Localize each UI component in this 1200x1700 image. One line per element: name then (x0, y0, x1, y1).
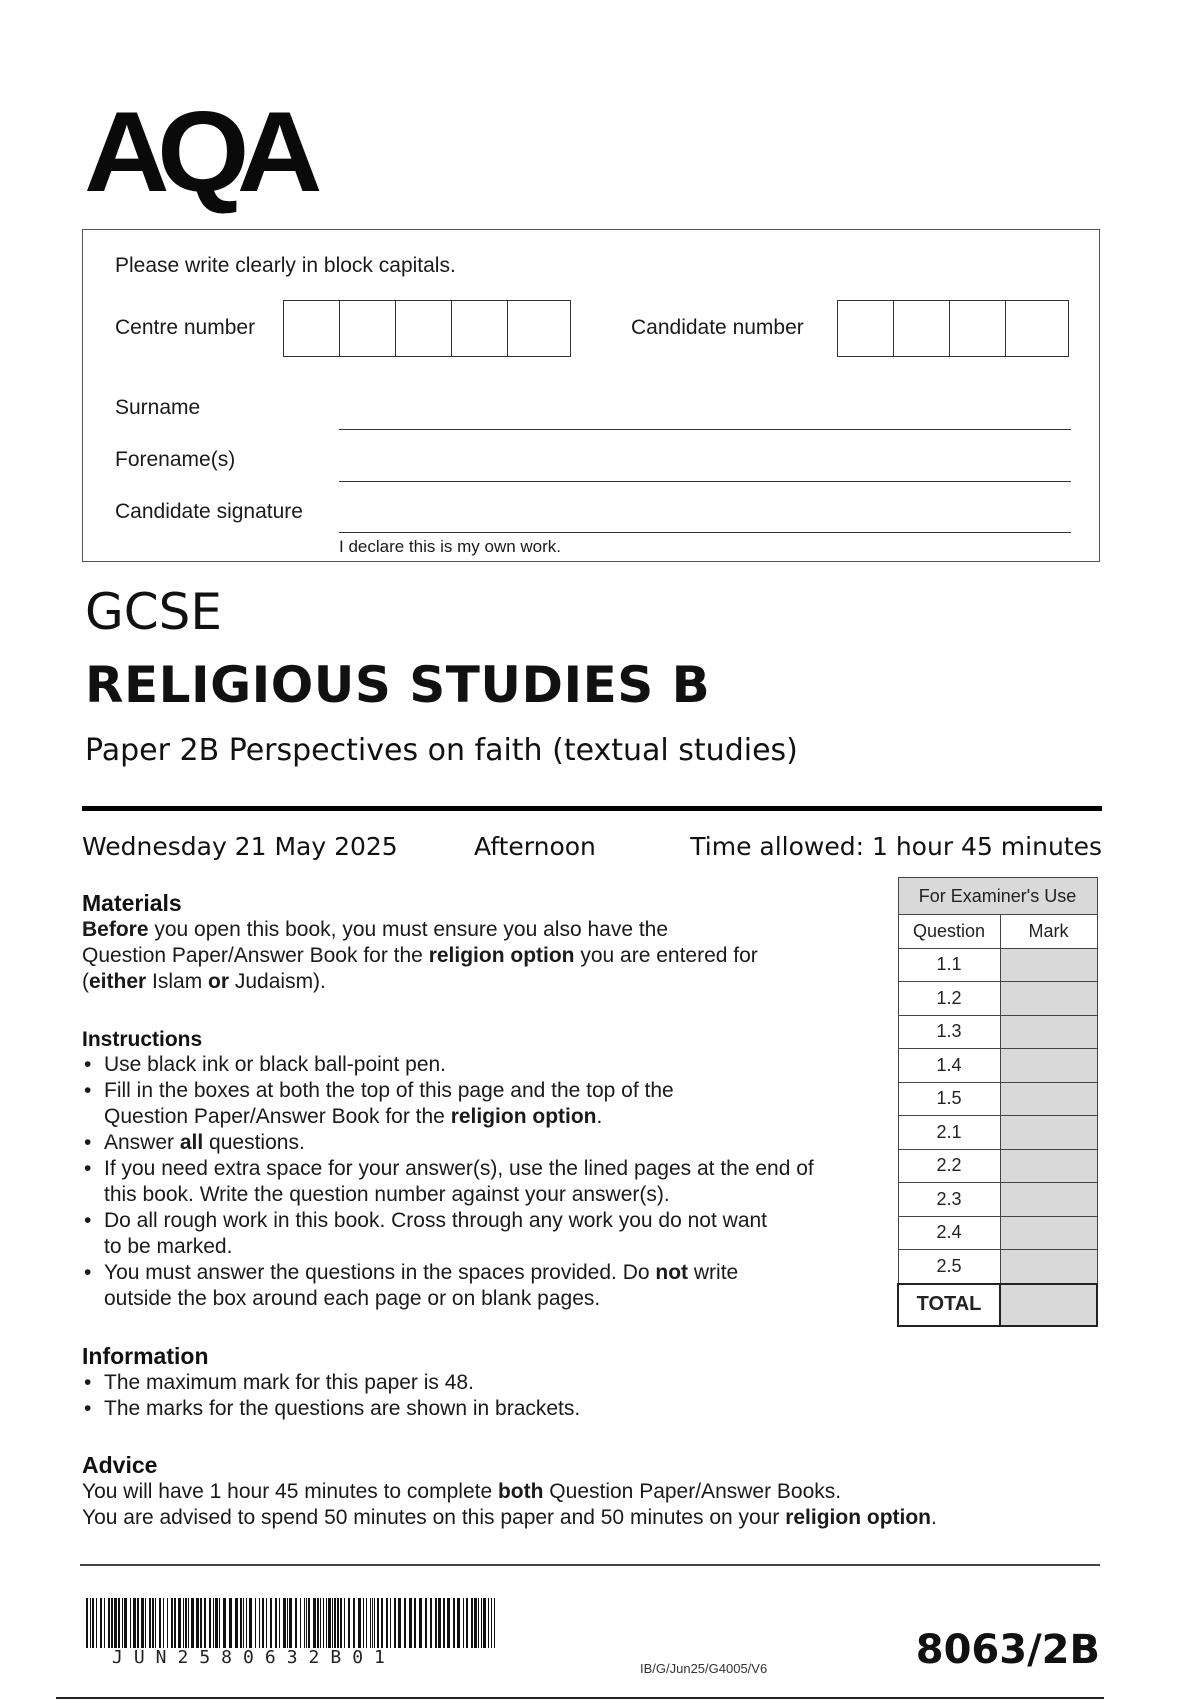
question-number: 1.5 (898, 1082, 1000, 1116)
barcode-bar (92, 1598, 94, 1648)
barcode-bar (270, 1598, 272, 1648)
mark-cell[interactable] (1000, 1183, 1097, 1217)
barcode-bar (491, 1598, 492, 1648)
barcode-bar (320, 1598, 321, 1648)
footer-divider (80, 1564, 1100, 1566)
barcode-bar (235, 1598, 238, 1648)
barcode-bar (488, 1598, 489, 1648)
barcode-bar (381, 1598, 383, 1648)
barcode-bar (306, 1598, 307, 1648)
forenames-label: Forename(s) (115, 448, 236, 471)
barcode-bar (466, 1598, 468, 1648)
instruction-item: • You must answer the questions in the spaces provided. Do not write outside the box around each page or on blank pages. (82, 1260, 882, 1312)
mark-cell[interactable] (1000, 1082, 1097, 1116)
qualification-title: GCSE (85, 583, 222, 641)
barcode-bar (363, 1598, 364, 1648)
barcode-bar (279, 1598, 280, 1648)
question-number: 2.4 (898, 1216, 1000, 1250)
barcode-bar (159, 1598, 161, 1648)
barcode-bar (430, 1598, 432, 1648)
information-item: • The maximum mark for this paper is 48. (82, 1370, 862, 1396)
mark-cell[interactable] (1000, 1250, 1097, 1284)
barcode-bar (295, 1598, 297, 1648)
exam-date: Wednesday 21 May 2025 (82, 832, 398, 861)
barcode-bar (386, 1598, 388, 1648)
barcode-bar (374, 1598, 375, 1648)
advice-line-1: You will have 1 hour 45 minutes to complete both Question Paper/Answer Books. (82, 1480, 842, 1503)
barcode-bar (377, 1598, 379, 1648)
question-column-header: Question (898, 915, 1000, 949)
mark-cell[interactable] (1000, 1149, 1097, 1183)
barcode-bar (196, 1598, 199, 1648)
barcode-bar (111, 1598, 113, 1648)
barcode-text: JUN2580632B01 (112, 1647, 396, 1668)
materials-heading: Materials (82, 890, 182, 916)
barcode-bar (344, 1598, 345, 1648)
candidate-number-label: Candidate number (631, 316, 804, 339)
paper-title: Paper 2B Perspectives on faith (textual studies) (85, 733, 798, 768)
barcode-bar (141, 1598, 144, 1648)
question-number: 2.3 (898, 1183, 1000, 1217)
question-number: 2.2 (898, 1149, 1000, 1183)
candidate-digit-box[interactable] (950, 301, 1006, 356)
barcode-bar (118, 1598, 120, 1648)
question-mark-row (898, 982, 1097, 1016)
barcode-bar (114, 1598, 117, 1648)
barcode-bar (255, 1598, 256, 1648)
barcode-bar (332, 1598, 333, 1648)
barcode-bar (100, 1598, 102, 1648)
instruction-item: • Do all rough work in this book. Cross through any work you do not want to be marked. (82, 1208, 882, 1260)
question-number: 2.5 (898, 1250, 1000, 1284)
information-section (82, 1342, 862, 1422)
barcode-bar (419, 1598, 422, 1648)
barcode-bar (145, 1598, 146, 1648)
barcode-bar (372, 1598, 373, 1648)
barcode-bar (266, 1598, 267, 1648)
centre-number-boxes[interactable] (283, 300, 571, 357)
question-mark-row (898, 1149, 1097, 1183)
barcode-bar (204, 1598, 206, 1648)
barcode-bar (200, 1598, 202, 1648)
barcode-bar (178, 1598, 181, 1648)
barcode-bar (326, 1598, 327, 1648)
barcode-bar (471, 1598, 473, 1648)
candidate-digit-box[interactable] (894, 301, 950, 356)
barcode-bar (122, 1598, 123, 1648)
barcode-bar (124, 1598, 127, 1648)
document-reference: IB/G/Jun25/G4005/V6 (640, 1661, 768, 1676)
barcode-bar (262, 1598, 264, 1648)
barcode-bar (275, 1598, 277, 1648)
instructions-heading: Instructions (82, 1028, 203, 1051)
barcode-bar (108, 1598, 110, 1648)
barcode-bar (152, 1598, 154, 1648)
barcode-bar (174, 1598, 176, 1648)
barcode-bar (409, 1598, 412, 1648)
exam-session: Afternoon (474, 832, 596, 861)
question-number: 1.3 (898, 1015, 1000, 1049)
mark-cell[interactable] (1000, 1015, 1097, 1049)
barcode-bar (289, 1598, 292, 1648)
barcode-bar (370, 1598, 371, 1648)
barcode-bar (86, 1598, 88, 1648)
barcode-bar (328, 1598, 331, 1648)
question-mark-row (898, 1082, 1097, 1116)
question-mark-row (898, 1015, 1097, 1049)
mark-cell[interactable] (1000, 1116, 1097, 1150)
aqa-logo: AQA (84, 89, 311, 216)
question-mark-row (898, 1250, 1097, 1284)
barcode-bar (304, 1598, 305, 1648)
barcode-bar (223, 1598, 226, 1648)
barcode-bar (308, 1598, 310, 1648)
total-row (898, 1284, 1097, 1326)
advice-line-2: You are advised to spend 50 minutes on this paper and 50 minutes on your religion option. (82, 1506, 937, 1529)
candidate-details-box (82, 229, 1100, 562)
barcode-bar (398, 1598, 401, 1648)
instruction-item: • Use black ink or black ball-point pen. (82, 1052, 882, 1078)
declaration-text: I declare this is my own work. (339, 537, 562, 556)
barcode-bar (358, 1598, 361, 1648)
page-bottom-rule (56, 1697, 1104, 1699)
barcode-bar (188, 1598, 189, 1648)
question-number: 2.1 (898, 1116, 1000, 1150)
barcode-bar (334, 1598, 336, 1648)
signature-field[interactable] (339, 532, 1071, 533)
barcode-bar (404, 1598, 406, 1648)
barcode-bar (133, 1598, 136, 1648)
mark-cell[interactable] (1000, 1049, 1097, 1083)
barcode-bar (494, 1598, 495, 1648)
barcode-bar (313, 1598, 316, 1648)
barcode-bar (149, 1598, 151, 1648)
materials-line-3: (either Islam or Judaism). (82, 970, 326, 993)
information-heading: Information (82, 1343, 209, 1369)
barcode-bar (394, 1598, 396, 1648)
question-mark-row (898, 948, 1097, 982)
materials-section (82, 889, 862, 995)
barcode-bar (213, 1598, 214, 1648)
subject-title: RELIGIOUS STUDIES B (85, 656, 711, 714)
mark-cell[interactable] (1000, 982, 1097, 1016)
barcode-bar (443, 1598, 445, 1648)
barcode-bar (130, 1598, 131, 1648)
barcode-bar (259, 1598, 260, 1648)
barcode-bar (340, 1598, 342, 1648)
centre-digit-box[interactable] (452, 301, 508, 356)
mark-cell[interactable] (1000, 948, 1097, 982)
paper-code: 8063/2B (915, 1627, 1100, 1673)
question-mark-row (898, 1183, 1097, 1217)
barcode-bar (337, 1598, 339, 1648)
surname-label: Surname (115, 396, 201, 419)
barcode-bar (243, 1598, 244, 1648)
examiners-use-table (897, 877, 1098, 1327)
barcode-bar (481, 1598, 482, 1648)
barcode-bar (183, 1598, 184, 1648)
barcode-bar (414, 1598, 416, 1648)
materials-line-2: Question Paper/Answer Book for the religion option you are entered for (82, 944, 758, 967)
question-mark-row (898, 1216, 1097, 1250)
barcode-bar (300, 1598, 301, 1648)
centre-digit-box[interactable] (340, 301, 396, 356)
surname-field[interactable] (339, 429, 1071, 430)
instruction-item: • Fill in the boxes at both the top of this page and the top of the Question Paper/Answer Book for the religion option. (82, 1078, 882, 1130)
barcode-bar (438, 1598, 441, 1648)
barcode-bar (215, 1598, 218, 1648)
mark-cell[interactable] (1000, 1216, 1097, 1250)
advice-section (82, 1451, 1082, 1531)
barcode-bar (348, 1598, 350, 1648)
candidate-digit-box[interactable] (838, 301, 894, 356)
materials-line-1: Before you open this book, you must ensure you also have the (82, 918, 669, 941)
centre-digit-box[interactable] (396, 301, 452, 356)
forenames-field[interactable] (339, 481, 1071, 482)
total-mark-cell[interactable] (1000, 1284, 1097, 1326)
total-label: TOTAL (898, 1284, 1000, 1326)
barcode-bar (283, 1598, 286, 1648)
block-capitals-instruction: Please write clearly in block capitals. (115, 254, 456, 277)
question-number: 1.2 (898, 982, 1000, 1016)
barcode-bar (185, 1598, 187, 1648)
barcode-bar (90, 1598, 91, 1648)
barcode-bar (171, 1598, 173, 1648)
barcode-bar (447, 1598, 450, 1648)
centre-digit-box[interactable] (508, 301, 564, 356)
barcode-bar (463, 1598, 464, 1648)
mark-column-header: Mark (1000, 915, 1097, 949)
barcode (86, 1598, 498, 1648)
candidate-digit-box[interactable] (1006, 301, 1062, 356)
barcode-bar (240, 1598, 242, 1648)
barcode-bar (425, 1598, 427, 1648)
barcode-bar (229, 1598, 232, 1648)
barcode-bar (219, 1598, 220, 1648)
barcode-bar (353, 1598, 355, 1648)
barcode-bar (191, 1598, 194, 1648)
information-item: • The marks for the questions are shown in brackets. (82, 1396, 862, 1422)
barcode-bar (155, 1598, 156, 1648)
barcode-bar (317, 1598, 319, 1648)
instructions-section (82, 1028, 882, 1312)
advice-heading: Advice (82, 1452, 158, 1478)
centre-digit-box[interactable] (284, 301, 340, 356)
question-mark-row (898, 1049, 1097, 1083)
barcode-bar (323, 1598, 324, 1648)
barcode-bar (474, 1598, 477, 1648)
barcode-bar (246, 1598, 247, 1648)
barcode-bar (249, 1598, 252, 1648)
barcode-bar (457, 1598, 460, 1648)
candidate-number-boxes[interactable] (837, 300, 1069, 357)
centre-number-label: Centre number (115, 316, 256, 339)
barcode-bar (483, 1598, 486, 1648)
barcode-bar (104, 1598, 105, 1648)
signature-label: Candidate signature (115, 500, 303, 523)
question-number: 1.4 (898, 1049, 1000, 1083)
barcode-bar (478, 1598, 479, 1648)
barcode-bar (167, 1598, 168, 1648)
barcode-bar (163, 1598, 164, 1648)
instruction-item: • If you need extra space for your answer(s), use the lined pages at the end of this book. Write the question number against your answer(s). (82, 1156, 882, 1208)
barcode-bar (137, 1598, 139, 1648)
time-allowed: Time allowed: 1 hour 45 minutes (690, 832, 1102, 861)
examiners-use-heading: For Examiner's Use (898, 878, 1097, 915)
barcode-bar (209, 1598, 211, 1648)
instruction-item: • Answer all questions. (82, 1130, 882, 1156)
question-number: 1.1 (898, 948, 1000, 982)
barcode-bar (366, 1598, 367, 1648)
header-divider (82, 806, 1102, 811)
question-mark-row (898, 1116, 1097, 1150)
barcode-bar (287, 1598, 288, 1648)
barcode-bar (96, 1598, 97, 1648)
barcode-bar (435, 1598, 437, 1648)
barcode-bar (390, 1598, 391, 1648)
barcode-bar (453, 1598, 455, 1648)
